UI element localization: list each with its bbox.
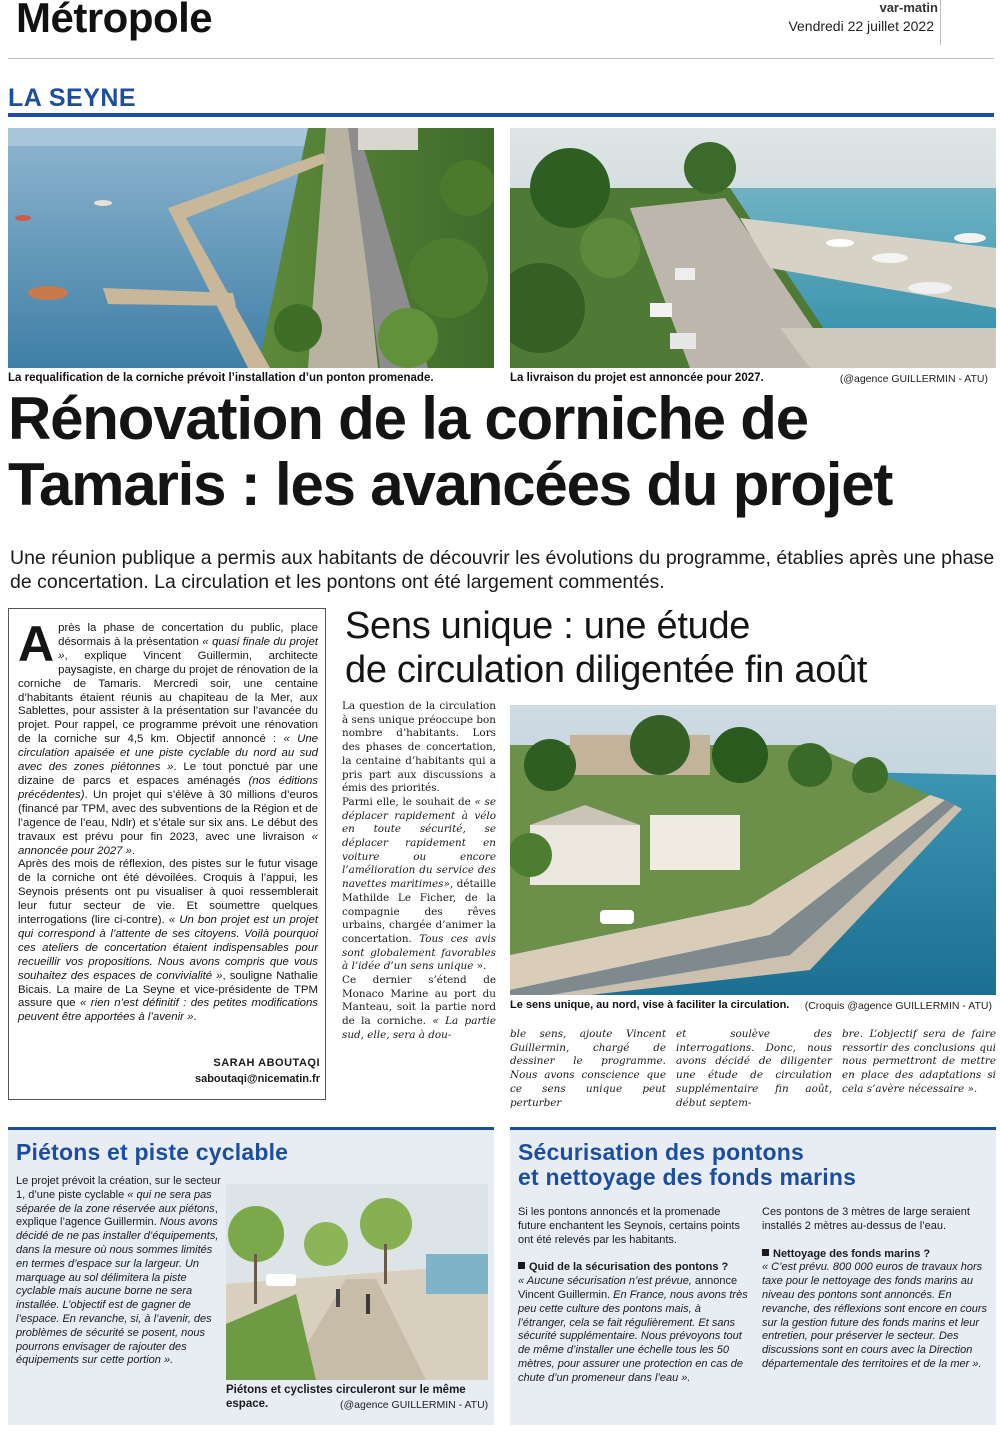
drop-cap: A [18, 616, 55, 672]
text-run: , explique l’agence Guillermin. [16, 1202, 218, 1229]
text-run: près la phase de concertation du public, place désormais à la présentation [58, 622, 318, 648]
author-email[interactable]: saboutaqi@nicematin.fr [194, 1073, 320, 1085]
text-run: annonce Vincent Guillermin. [518, 1275, 738, 1301]
text-run: . [132, 844, 136, 857]
byline: SARAH ABOUTAQI [213, 1057, 320, 1069]
box-pontons-title-line-1: Sécurisation des pontons [518, 1139, 804, 1165]
col1-paragraph-1: La question de la circulation à sens unique préoccupe bon nombre d’habitants. Lors des phases de concertation, la centaine d’habitants qui a pris part aux discussions a émis des priorités. [342, 700, 496, 795]
quote-run: « quasi finale du projet » [58, 635, 318, 662]
photo-caption-livraison: La livraison du projet est annoncée pour 2027. [510, 372, 764, 384]
article-paragraph-2 [18, 858, 318, 1025]
quote-run: « annoncée pour 2027 » [18, 830, 318, 857]
quote-run: (nos éditions précédentes) [18, 774, 319, 801]
question-2-text: Nettoyage des fonds marins ? [773, 1247, 931, 1260]
subheadline [345, 604, 995, 692]
standfirst: Une réunion publique a permis aux habitants de découvrir les évolutions du programme, établies après une phase de concertation. La circulation et les pontons ont été largement commentés. [10, 547, 995, 593]
text-run: , souligne Nathalie Bicais. La maire de La Seyne et vice-présidente de TPM assure que [18, 969, 319, 1010]
circulation-column-4 [842, 1028, 996, 1097]
text-run: . [193, 1011, 197, 1024]
answer-1 [518, 1275, 750, 1385]
box-pontons-rule [510, 1127, 996, 1130]
box-pietons-text [16, 1175, 222, 1368]
quote-run: « Une circulation apaisée et une piste cyclable du nord au sud avec des zones piétonnes » [18, 733, 319, 774]
main-article-body [18, 616, 319, 1025]
square-bullet-icon [518, 1262, 525, 1269]
quote-run: « qui ne sera pas séparée de la zone réservée aux piétons [16, 1188, 215, 1215]
corniche-port-photo [510, 128, 996, 368]
issue-date: Vendredi 22 juillet 2022 [788, 18, 934, 34]
kicker-rule [8, 113, 994, 117]
text-run: Le projet prévoit la création, sur le secteur 1, d’une piste cyclable [16, 1175, 221, 1201]
box-pietons-title: Piétons et piste cyclable [16, 1139, 289, 1165]
text-run: , détaille Mathilde Le Ficher, de la compagnie des rêves urbains, chargée d’animer la concertation. [342, 878, 496, 945]
col4-text: bre. L’objectif sera de faire ressortir des conclusions qui nous permettront de mettre en place des adaptations si cela s’avère nécessaire ». [842, 1028, 996, 1095]
text-run: Parmi elle, le souhait de [342, 795, 471, 808]
col1-paragraph-2 [342, 796, 496, 974]
caption-line-2: espace. [226, 1398, 269, 1410]
text-run: Après des mois de réflexion, des pistes sur le futur visage de la corniche ont été dévoilées. Croquis à l’appui, les Seynois présents ont pu visualiser à quoi ressemblerait leur futur secteur de vie. Et soumettre quelques interrogations (lire ci-contre). [18, 858, 318, 927]
text-run: . Le tout ponctué par une dizaine de parcs et espaces aménagés [18, 761, 318, 787]
newspaper-name: var-matin [879, 0, 938, 15]
quote-run: En France, nous avons très peu cette culture des pontons mais, à l’étranger, cela se fait régulièrement. Et sans sécurité supplémentaire. Nous prévoyons tout de même d’installer une échelle tous les 50 mètres, pour assurer une protection en cas de chute d’un promeneur dans l’eau ». [518, 1288, 748, 1384]
box-pontons-title [518, 1140, 856, 1190]
photo-caption-sens-unique: Le sens unique, au nord, vise à faciliter la circulation. [510, 999, 790, 1011]
quote-run: « rien n’est définitif : des petites modifications peuvent être apportées à l’avenir » [18, 997, 319, 1024]
subheadline-line-2: de circulation diligentée fin août [345, 649, 868, 691]
headline [8, 386, 998, 518]
quote-run: « se déplacer rapidement à vélo en toute sécurité, se déplacer rapidement en voiture ou encore l’amélioration du service des navettes maritimes» [342, 795, 496, 891]
photo-credit-pietons: (@agence GUILLERMIN - ATU) [340, 1399, 489, 1411]
circulation-column-2 [510, 1028, 666, 1110]
headline-line-1: Rénovation de la corniche de [8, 385, 808, 452]
col3-text: et soulève des interrogations. Donc, nous avons décidé de diligenter une étude de circulation supplémentaire fin août, début septem- [676, 1028, 832, 1109]
header-divider [940, 0, 941, 45]
headline-line-2: Tamaris : les avancées du projet [8, 451, 893, 518]
box-pietons-rule [8, 1127, 494, 1130]
question-2 [762, 1248, 990, 1262]
text-run: , explique Vincent Guillermin, architecte paysagiste, en charge du projet de rénovation de la corniche de Tamaris. Mercredi soir, une centaine d’habitants étaient réunis au chapiteau de la Mer, aux Sablettes, pour assister à la présentation sur l’avancée du projet. Pour rappel, ce programme prévoit une rénovation de la corniche sur 4,5 km. Objectif annoncé : [18, 649, 318, 746]
section-title: Métropole [16, 0, 213, 41]
box-pontons-left-column [518, 1206, 750, 1386]
square-bullet-icon [762, 1249, 769, 1256]
col2-text: ble sens, ajoute Vincent Guillermin, chargé de dessiner le programme. Nous avons conscience que ce sens unique peut perturber [510, 1028, 666, 1109]
question-1-text: Quid de la sécurisation des pontons ? [529, 1261, 729, 1274]
quote-run: « Un bon projet est un projet qui correspond à l’attente de ses citoyens. Voilà pourquoi ces ateliers de concertation étaient indispensables pour recueillir vos propositions. Nous avons compris que vous souhaitez des espaces de convivialité » [18, 914, 319, 982]
photo-caption-ponton: La requalification de la corniche prévoit l’installation d’un ponton promenade. [8, 372, 434, 384]
pontons-dimensions: Ces pontons de 3 mètres de large seraient installés 2 mètres au-dessus de l’eau. [762, 1206, 970, 1232]
photo-credit-sens-unique: (Croquis @agence GUILLERMIN - ATU) [804, 1000, 992, 1012]
pontons-intro: Si les pontons annoncés et la promenade future enchantent les Seynois, certains points ont été relevés par les habitants. [518, 1206, 740, 1246]
subheadline-line-1: Sens unique : une étude [345, 605, 751, 647]
text-run: Ce dernier s’étend de Monaco Marine au port du Manteau, soit la partie nord de la corniche. [342, 974, 496, 1028]
circulation-column-1 [342, 700, 496, 1043]
city-kicker: LA SEYNE [8, 84, 137, 112]
col1-paragraph-3 [342, 974, 496, 1043]
text-run: . Un projet qui s’élève à 30 millions d’euros (financé par TPM, avec des subventions de la Région et de l’agence de l’eau, Ndlr) et s’étale sur six ans. Le début des travaux est prévu pour fin 2023, avec une livraison [18, 788, 318, 843]
ponton-promenade-photo [8, 128, 494, 368]
answer-2: « C’est prévu. 800 000 euros de travaux hors taxe pour le nettoyage des fonds marins au niveau des pontons sont annoncés. En revanche, des réflexions sont encore en cours sur la gestion future des fonds marins et leur entretien, pour préserver le secteur. Des discussions sont en cours avec la Direction départementale des territoires et de la mer ». [762, 1261, 988, 1370]
circulation-column-3 [676, 1028, 832, 1110]
text-run: ». [473, 960, 487, 973]
photo-credit-top: (@agence GUILLERMIN - ATU) [839, 373, 988, 385]
header-rule [8, 58, 994, 59]
quote-run: « La partie sud, elle, sera à dou- [342, 1015, 496, 1041]
sens-unique-sketch [510, 705, 996, 995]
question-1 [518, 1261, 750, 1275]
pietons-cyclistes-photo [226, 1184, 488, 1380]
caption-line-1: Piétons et cyclistes circuleront sur le même [226, 1384, 466, 1396]
box-pontons-title-line-2: et nettoyage des fonds marins [518, 1164, 857, 1190]
quote-run: Nous avons décidé de ne pas installer d’équipements, dans la mesure où nous sommes limités en termes d’espace sur la largeur. Un marquage au sol délimitera la piste cyclable mais aucune borne ne sera installée. L’objectif est de gagner de l’espace. En revanche, si, à l’avenir, des problèmes de sécurité se posent, nous pourrons envisager de rajouter des équipements sur cette portion ». [16, 1216, 219, 1367]
box-pontons-right-column [762, 1206, 990, 1372]
quote-run: Tous ces avis sont globalement favorables à l’idée d’un sens unique [342, 932, 496, 973]
quote-run: « Aucune sécurisation n’est prévue, [518, 1275, 692, 1288]
article-paragraph-1 [18, 616, 319, 858]
